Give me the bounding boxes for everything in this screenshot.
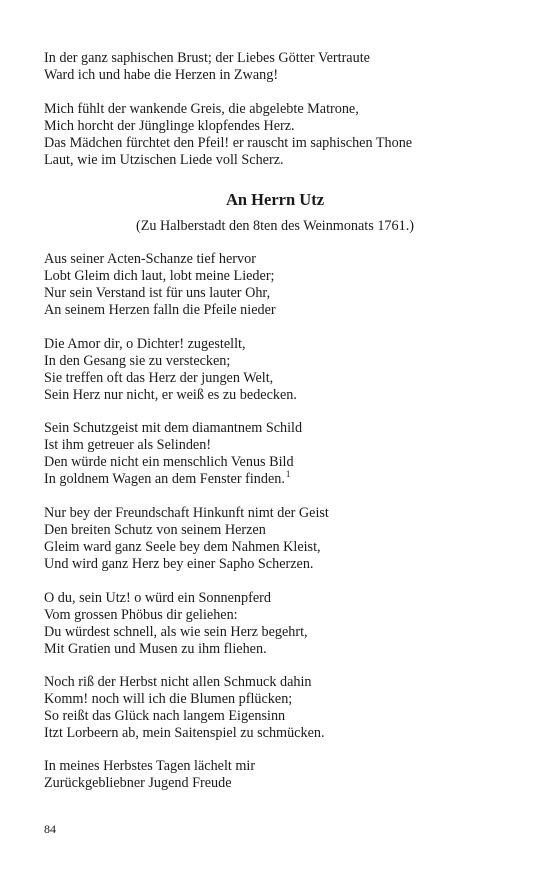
verse-line: Ward ich und habe die Herzen in Zwang! [44,67,279,83]
poem-stanza-1 [44,251,514,319]
verse-line: Sein Herz nur nicht, er weiß es zu bedecken. [44,387,297,403]
verse-line: Die Amor dir, o Dichter! zugestellt, [44,336,246,352]
poem-stanza-3 [44,420,514,488]
verse-line: Vom grossen Phöbus dir geliehen: [44,607,238,623]
verse-text: In goldnem Wagen an dem Fenster finden. [44,471,285,487]
verse-line-with-footnote [44,471,514,488]
stanza [44,50,514,84]
verse-line: Den breiten Schutz von seinem Herzen [44,522,266,538]
verse-line: Zurückgebliebner Jugend Freude [44,775,232,791]
stanza [44,101,514,169]
verse-line: Itzt Lorbeern ab, mein Saitenspiel zu schmücken. [44,725,325,741]
verse-line: Aus seiner Acten-Schanze tief hervor [44,251,256,267]
verse-line: So reißt das Glück nach langem Eigensinn [44,708,286,724]
poem-stanza-4 [44,505,514,573]
verse-line: Du würdest schnell, als wie sein Herz begehrt, [44,624,308,640]
verse-line: Nur sein Verstand ist für uns lauter Ohr, [44,285,271,301]
verse-line: Mit Gratien und Musen zu ihm fliehen. [44,641,267,657]
verse-line: Den würde nicht ein menschlich Venus Bild [44,454,294,470]
verse-line: Sein Schutzgeist mit dem diamantnem Schild [44,420,303,436]
poem-stanza-6 [44,674,514,742]
poem-title: An Herrn Utz [225,190,325,209]
verse-line: Mich fühlt der wankende Greis, die abgelebte Matrone, [44,101,359,117]
verse-line: Gleim ward ganz Seele bey dem Nahmen Kleist, [44,539,321,555]
verse-line: Nur bey der Freundschaft Hinkunft nimt der Geist [44,505,329,521]
verse-line: An seinem Herzen falln die Pfeile nieder [44,302,276,318]
verse-line: Und wird ganz Herz bey einer Sapho Scherzen. [44,556,314,572]
verse-line: In meines Herbstes Tagen lächelt mir [44,758,256,774]
page-number: 84 [44,822,56,836]
verse-line: Ist ihm getreuer als Selinden! [44,437,212,453]
footnote-marker: 1 [285,469,291,480]
verse-line: Noch riß der Herbst nicht allen Schmuck dahin [44,674,312,690]
verse-line: Laut, wie im Utzischen Liede voll Scherz. [44,152,284,168]
poem-stanza-5 [44,590,514,658]
verse-line: O du, sein Utz! o würd ein Sonnenpferd [44,590,271,606]
poem-subtitle: (Zu Halberstadt den 8ten des Weinmonats 1761.) [136,218,414,234]
previous-poem-stanza [44,101,514,169]
verse-line: Lobt Gleim dich laut, lobt meine Lieder; [44,268,275,284]
verse-line: Mich horcht der Jünglinge klopfendes Herz. [44,118,295,134]
previous-poem-ending [44,50,514,84]
poem-stanza-2 [44,336,514,404]
verse-line: Komm! noch will ich die Blumen pflücken; [44,691,293,707]
poem-stanza-7 [44,758,514,792]
verse-line: In der ganz saphischen Brust; der Liebes Götter Vertraute [44,50,370,66]
verse-line: Das Mädchen fürchtet den Pfeil! er rauscht im saphischen Thone [44,135,413,151]
verse-line: In den Gesang sie zu verstecken; [44,353,231,369]
verse-line: Sie treffen oft das Herz der jungen Welt, [44,370,274,386]
